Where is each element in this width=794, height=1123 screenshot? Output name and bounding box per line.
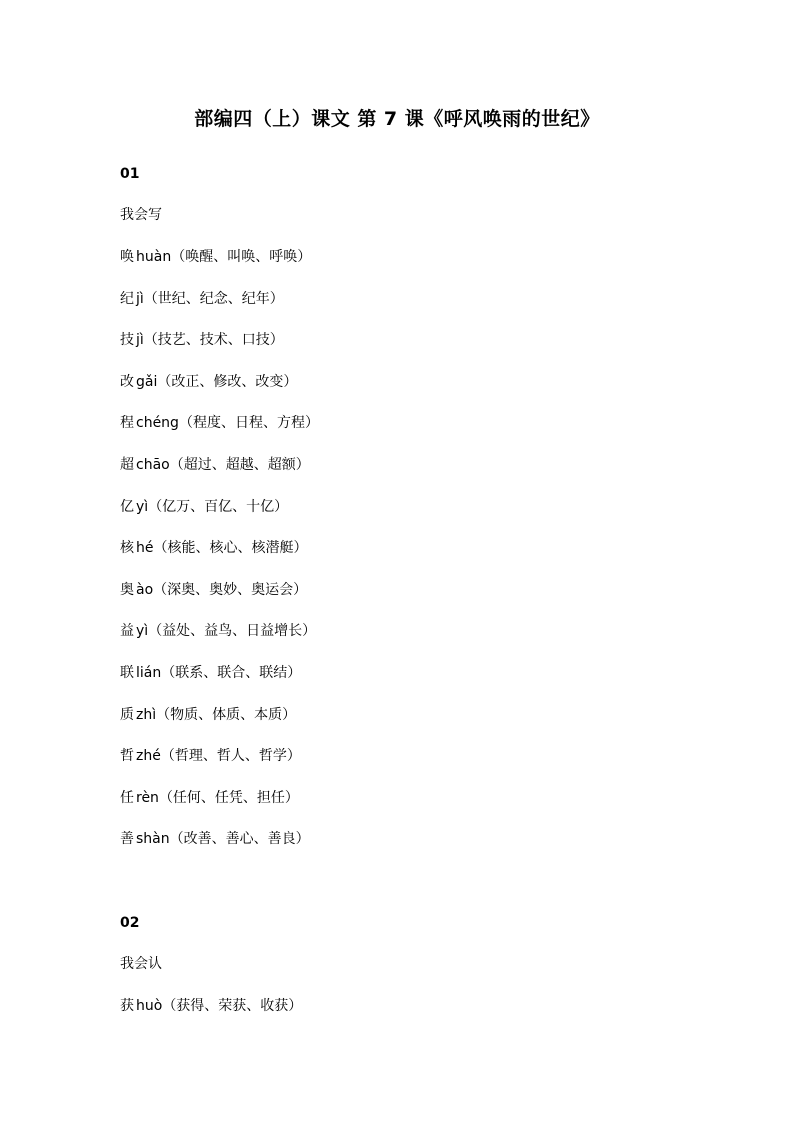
vocab-item [120, 455, 310, 475]
vocab-item [120, 538, 308, 558]
vocab-item [120, 621, 316, 641]
vocab-pinyin: zhé [136, 748, 161, 764]
section-number: 01 [120, 166, 140, 182]
vocab-item [120, 330, 284, 350]
vocab-words: （技艺、技术、口技） [143, 332, 284, 348]
vocab-pinyin: yì [136, 499, 149, 515]
section-heading: 我会认 [120, 956, 162, 972]
vocab-words: （程度、日程、方程） [178, 415, 319, 431]
vocab-item [120, 413, 319, 433]
vocab-char: 任 [120, 790, 134, 806]
vocab-pinyin: gǎi [136, 374, 158, 390]
vocab-char: 哲 [120, 748, 134, 764]
vocab-pinyin: lián [136, 665, 162, 681]
vocab-words: （改善、善心、善良） [169, 831, 310, 847]
vocab-char: 善 [120, 831, 134, 847]
section-number: 02 [120, 915, 140, 931]
vocab-item [120, 247, 311, 267]
vocab-char: 程 [120, 415, 134, 431]
vocab-item [120, 580, 307, 600]
section-heading: 我会写 [120, 207, 162, 223]
vocab-char: 核 [120, 540, 134, 556]
vocab-pinyin: jì [136, 291, 144, 307]
vocab-words: （获得、荣获、收获） [162, 998, 303, 1014]
vocab-pinyin: shàn [136, 831, 170, 847]
vocab-words: （哲理、哲人、哲学） [160, 748, 301, 764]
vocab-pinyin: huàn [136, 249, 172, 265]
vocab-words: （深奥、奥妙、奥运会） [153, 582, 308, 598]
vocab-char: 纪 [120, 291, 134, 307]
vocab-words: （改正、修改、改变） [157, 374, 298, 390]
vocab-words: （联系、联合、联结） [161, 665, 302, 681]
vocab-item [120, 829, 310, 849]
document-title: 部编四（上）课文 第 7 课《呼风唤雨的世纪》 [194, 108, 600, 130]
vocab-char: 联 [120, 665, 134, 681]
vocab-pinyin: chāo [136, 457, 170, 473]
vocab-char: 改 [120, 374, 134, 390]
vocab-char: 唤 [120, 249, 134, 265]
vocab-pinyin: rèn [136, 790, 159, 806]
vocab-char: 获 [120, 998, 134, 1014]
vocab-words: （益处、益鸟、日益增长） [148, 623, 317, 639]
vocab-pinyin: zhì [136, 707, 157, 723]
vocab-item [120, 372, 297, 392]
vocab-words: （核能、核心、核潜艇） [153, 540, 308, 556]
vocab-words: （物质、体质、本质） [156, 707, 297, 723]
vocab-item [120, 996, 302, 1016]
vocab-pinyin: chéng [136, 415, 179, 431]
vocab-char: 超 [120, 457, 134, 473]
vocab-pinyin: ào [136, 582, 154, 598]
vocab-pinyin: yì [136, 623, 149, 639]
vocab-item [120, 705, 296, 725]
vocab-words: （世纪、纪念、纪年） [143, 291, 284, 307]
vocab-item [120, 663, 301, 683]
vocab-item [120, 746, 301, 766]
vocab-pinyin: hé [136, 540, 154, 556]
vocab-words: （亿万、百亿、十亿） [148, 499, 289, 515]
vocab-char: 质 [120, 707, 134, 723]
vocab-words: （任何、任凭、担任） [158, 790, 299, 806]
vocab-char: 技 [120, 332, 134, 348]
vocab-pinyin: huò [136, 998, 163, 1014]
vocab-char: 奥 [120, 582, 134, 598]
vocab-item [120, 788, 299, 808]
vocab-pinyin: jì [136, 332, 144, 348]
vocab-char: 益 [120, 623, 134, 639]
vocab-char: 亿 [120, 499, 134, 515]
vocab-words: （超过、超越、超额） [169, 457, 310, 473]
vocab-item [120, 289, 284, 309]
vocab-item [120, 497, 288, 517]
vocab-words: （唤醒、叫唤、呼唤） [171, 249, 312, 265]
